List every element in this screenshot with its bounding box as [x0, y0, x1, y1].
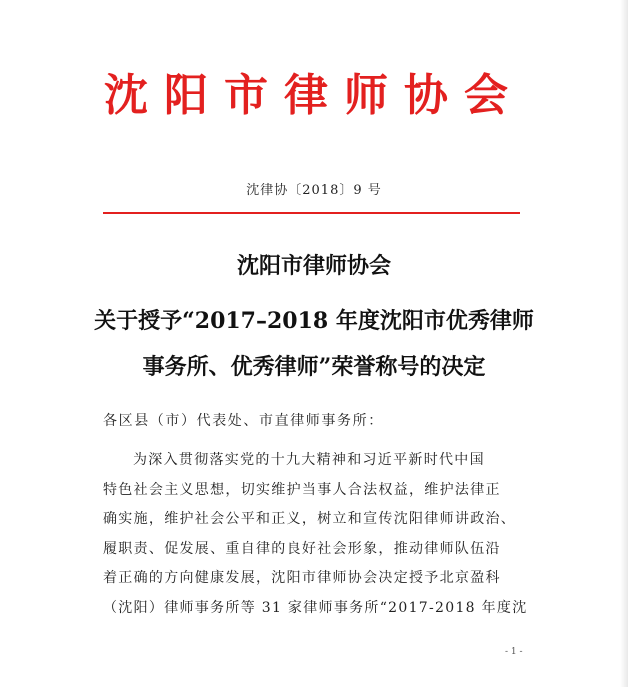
body-line: 确实施，维护社会公平和正义，树立和宣传沈阳律师讲政治、 [103, 511, 517, 527]
red-divider-line [103, 212, 520, 214]
body-line: 为深入贯彻落实党的十九大精神和习近平新时代中国 [133, 452, 485, 468]
document-number: 沈律协〔2018〕9 号 [246, 183, 382, 198]
body-line: 着正确的方向健康发展，沈阳市律师协会决定授予北京盈科 [103, 570, 501, 586]
title-line-2: 关于授予“2017–2018 年度沈阳市优秀律师 [94, 308, 534, 334]
body-paragraph [103, 451, 528, 628]
body-line: 特色社会主义思想，切实维护当事人合法权益，维护法律正 [103, 481, 501, 498]
page-number: - 1 - [505, 647, 523, 657]
body-line: （沈阳）律师事务所等 31 家律师事务所“2017-2018 年度沈 [103, 599, 528, 616]
title-line-1: 沈阳市律师协会 [236, 253, 391, 279]
masthead-title: 沈阳市律师协会 [104, 70, 524, 121]
body-line: 履职责、促发展、重自律的良好社会形象，推动律师队伍沿 [103, 540, 501, 557]
title-line-3: 事务所、优秀律师”荣誉称号的决定 [142, 354, 486, 380]
salutation: 各区县（市）代表处、市直律师事务所： [103, 413, 384, 429]
